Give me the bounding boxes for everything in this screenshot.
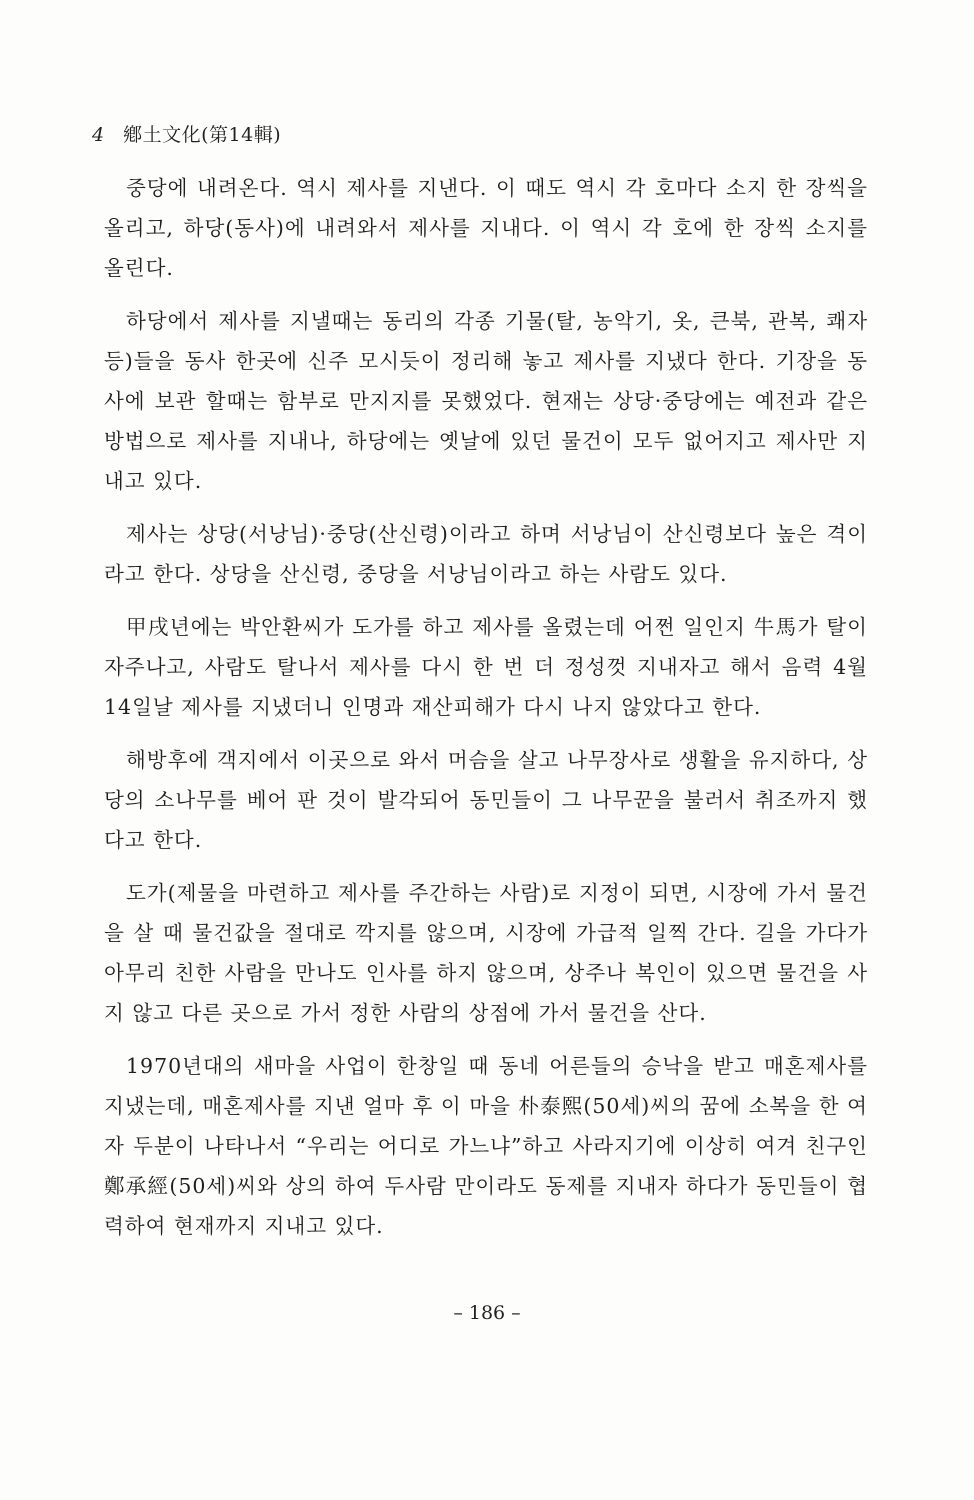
paragraph: 도가(제물을 마련하고 제사를 주간하는 사람)로 지정이 되면, 시장에 가서 물건을 살 때 물건값을 절대로 깍지를 않으며, 시장에 가급적 일찍 간다. 길을 가다가 아무리 친한 사람을 만나도 인사를 하지 않으며, 상주나 복인이 있으면 물건을 사지 않고 다른 곳으로 가서 정한 사람의 상점에 가서 물건을 산다.	[104, 881, 868, 1025]
paragraph: 제사는 상당(서낭님)·중당(산신령)이라고 하며 서낭님이 산신령보다 높은 격이라고 한다. 상당을 산신령, 중당을 서낭님이라고 하는 사람도 있다.	[104, 522, 868, 586]
header-page-number: 4	[92, 124, 105, 146]
paragraph: 1970년대의 새마을 사업이 한창일 때 동네 어른들의 승낙을 받고 매혼제사를 지냈는데, 매혼제사를 지낸 얼마 후 이 마을 朴泰熙(50세)씨의 꿈에 소복을 한 여자 두분이 나타나서 “우리는 어디로 가느냐”하고 사라지기에 이상히 여겨 친구인 鄭承經(50세)씨와 상의 하여 두사람 만이라도 동제를 지내자 하다가 동민들이 협력하여 현재까지 지내고 있다.	[104, 1054, 868, 1238]
page-footer-number: – 186 –	[453, 1302, 521, 1324]
paragraph: 중당에 내려온다. 역시 제사를 지낸다. 이 때도 역시 각 호마다 소지 한 장씩을 올리고, 하당(동사)에 내려와서 제사를 지내다. 이 역시 각 호에 한 장씩 소지를 올린다.	[104, 176, 868, 280]
paragraph: 甲戌년에는 박안환씨가 도가를 하고 제사를 올렸는데 어쩐 일인지 牛馬가 탈이 자주나고, 사람도 탈나서 제사를 다시 한 번 더 정성껏 지내자고 해서 음력 4월 14일날 제사를 지냈더니 인명과 재산피해가 다시 나지 않았다고 한다.	[104, 615, 868, 719]
running-header	[92, 120, 281, 147]
header-title: 鄕土文化(第14輯)	[123, 124, 282, 146]
paragraph: 하당에서 제사를 지낼때는 동리의 각종 기물(탈, 농악기, 옷, 큰북, 관복, 쾌자등)들을 동사 한곳에 신주 모시듯이 정리해 놓고 제사를 지냈다 한다. 기장을 동사에 보관 할때는 함부로 만지지를 못했었다. 현재는 상당·중당에는 예전과 같은 방법으로 제사를 지내나, 하당에는 옛날에 있던 물건이 모두 없어지고 제사만 지내고 있다.	[104, 309, 868, 493]
paragraph: 해방후에 객지에서 이곳으로 와서 머슴을 살고 나무장사로 생활을 유지하다, 상당의 소나무를 베어 판 것이 발각되어 동민들이 그 나무꾼을 불러서 취조까지 했다고 한다.	[104, 748, 868, 852]
body-text	[104, 168, 868, 1259]
